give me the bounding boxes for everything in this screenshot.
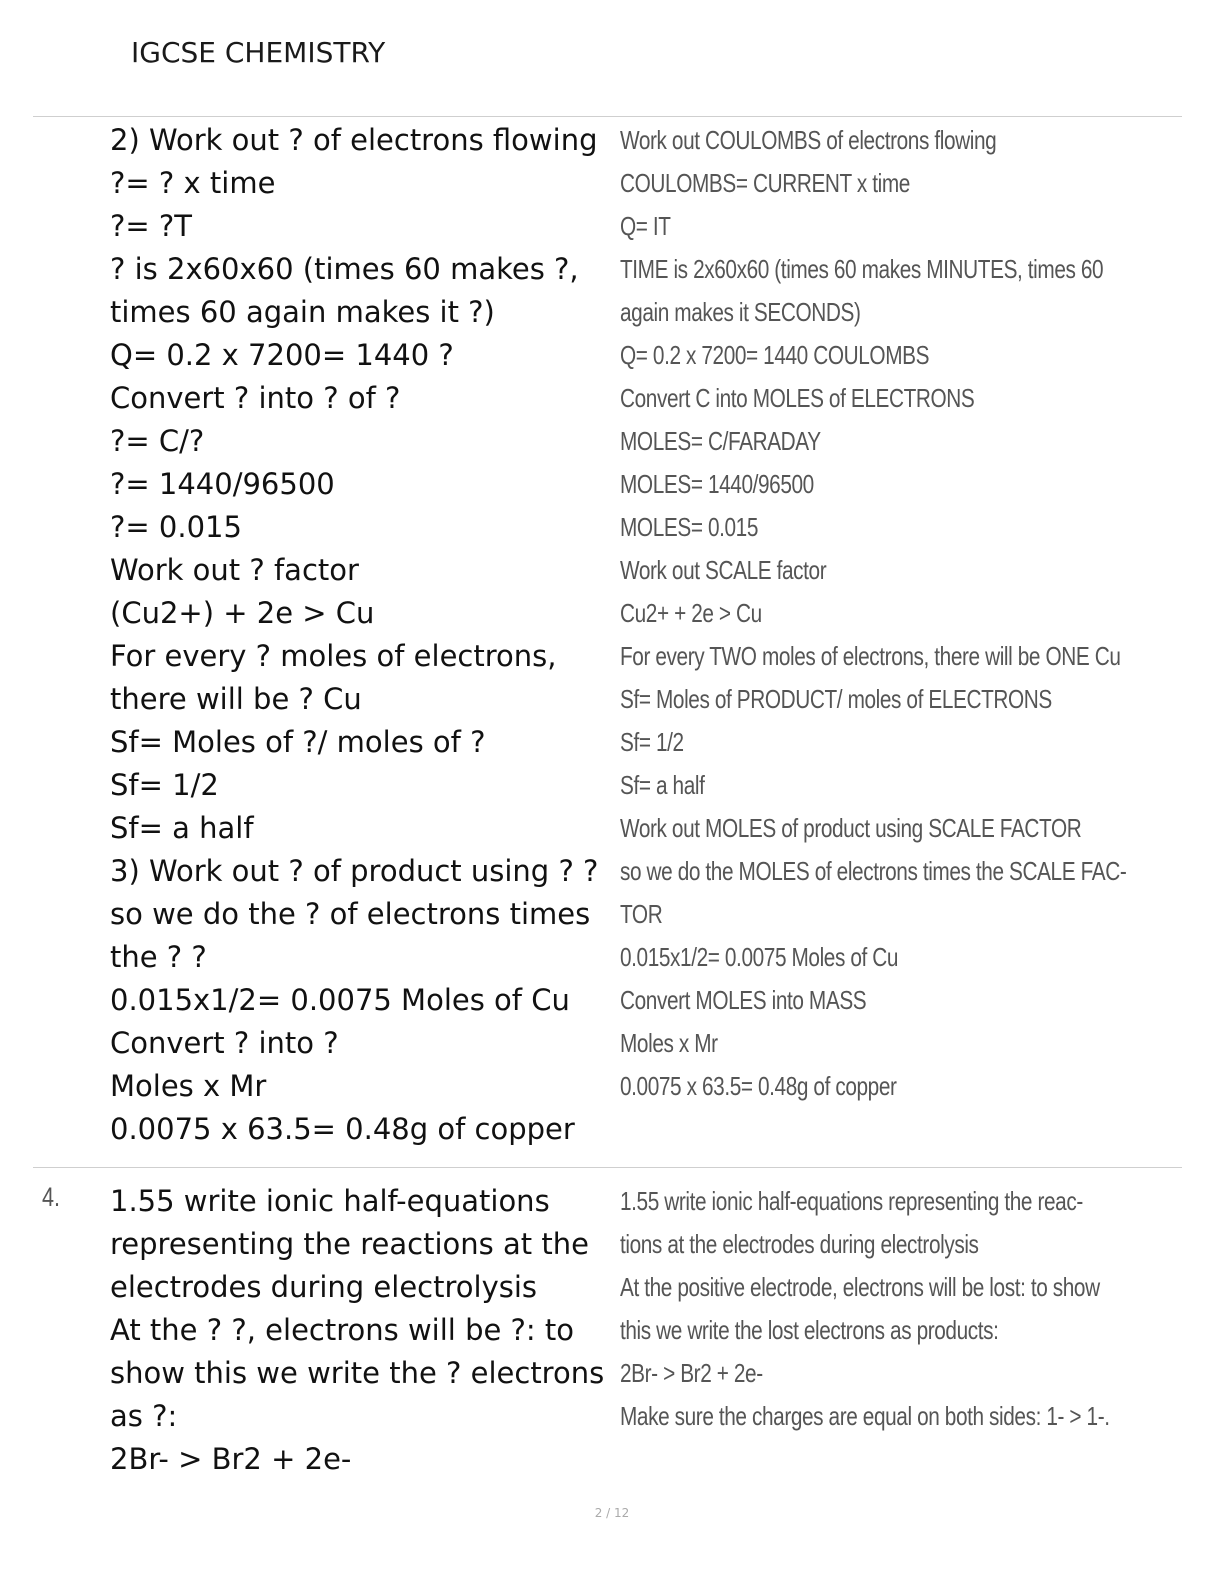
text-line: the ? ?: [110, 940, 207, 974]
text-line: MOLES= 1440/96500: [620, 469, 814, 499]
text-line: Work out COULOMBS of electrons flowing: [620, 125, 997, 155]
text-line: representing the reactions at the: [110, 1227, 589, 1261]
text-line: Work out MOLES of product using SCALE FACTOR: [620, 813, 1082, 843]
text-line: Work out SCALE factor: [620, 555, 827, 585]
text-line: 0.0075 x 63.5= 0.48g of copper: [110, 1112, 575, 1146]
text-line: 2) Work out ? of electrons flowing: [110, 123, 598, 157]
text-line: At the positive electrode, electrons will be lost: to show: [620, 1272, 1100, 1302]
text-line: COULOMBS= CURRENT x time: [620, 168, 910, 198]
section2-answer-column: [620, 1180, 1110, 1438]
text-line: 1.55 write ionic half-equations: [110, 1184, 550, 1218]
text-line: so we do the MOLES of electrons times the SCALE FAC-: [620, 856, 1127, 886]
text-line: 0.015x1/2= 0.0075 Moles of Cu: [620, 942, 899, 972]
divider-top: [33, 116, 1182, 117]
text-line: Sf= a half: [110, 811, 254, 845]
text-line: Sf= 1/2: [620, 727, 684, 757]
text-line: 2Br- > Br2 + 2e-: [620, 1358, 763, 1388]
text-line: Sf= 1/2: [110, 768, 219, 802]
text-line: ? is 2x60x60 (times 60 makes ?,: [110, 252, 579, 286]
section2-question-column: [110, 1180, 615, 1481]
page-header: IGCSE CHEMISTRY: [131, 36, 386, 69]
text-line: MOLES= C/FARADAY: [620, 426, 821, 456]
text-line: Moles x Mr: [620, 1028, 718, 1058]
text-line: Q= IT: [620, 211, 671, 241]
text-line: At the ? ?, electrons will be ?: to: [110, 1313, 575, 1347]
text-line: Q= 0.2 x 7200= 1440 COULOMBS: [620, 340, 930, 370]
section1-question-column: [110, 119, 615, 1151]
text-line: electrodes during electrolysis: [110, 1270, 538, 1304]
text-line: ?= ? x time: [110, 166, 276, 200]
section1-answer-column: [620, 119, 1127, 1108]
page-number: 2 / 12: [594, 1506, 630, 1520]
text-line: Convert MOLES into MASS: [620, 985, 867, 1015]
text-line: so we do the ? of electrons times: [110, 897, 591, 931]
text-line: Sf= Moles of PRODUCT/ moles of ELECTRONS: [620, 684, 1052, 714]
text-line: Sf= a half: [620, 770, 705, 800]
text-line: this we write the lost electrons as products:: [620, 1315, 999, 1345]
text-line: TOR: [620, 899, 663, 929]
text-line: 1.55 write ionic half-equations representing the reac-: [620, 1186, 1083, 1216]
text-line: ?= 1440/96500: [110, 467, 335, 501]
text-line: For every TWO moles of electrons, there will be ONE Cu: [620, 641, 1121, 671]
text-line: 3) Work out ? of product using ? ?: [110, 854, 599, 888]
text-line: Cu2+ + 2e > Cu: [620, 598, 762, 628]
text-line: TIME is 2x60x60 (times 60 makes MINUTES, times 60: [620, 254, 1104, 284]
text-line: Convert ? into ? of ?: [110, 381, 401, 415]
text-line: as ?:: [110, 1399, 178, 1433]
text-line: 0.015x1/2= 0.0075 Moles of Cu: [110, 983, 570, 1017]
text-line: Sf= Moles of ?/ moles of ?: [110, 725, 486, 759]
text-line: tions at the electrodes during electrolysis: [620, 1229, 979, 1259]
text-line: MOLES= 0.015: [620, 512, 758, 542]
text-line: Convert C into MOLES of ELECTRONS: [620, 383, 975, 413]
divider-middle: [33, 1167, 1182, 1168]
text-line: ?= ?T: [110, 209, 193, 243]
text-line: ?= 0.015: [110, 510, 242, 544]
text-line: Work out ? factor: [110, 553, 359, 587]
text-line: Make sure the charges are equal on both sides: 1- > 1-.: [620, 1401, 1110, 1431]
text-line: times 60 again makes it ?): [110, 295, 495, 329]
text-line: there will be ? Cu: [110, 682, 362, 716]
text-line: show this we write the ? electrons: [110, 1356, 605, 1390]
text-line: For every ? moles of electrons,: [110, 639, 557, 673]
text-line: again makes it SECONDS): [620, 297, 861, 327]
section2-number: 4.: [42, 1182, 61, 1212]
text-line: Q= 0.2 x 7200= 1440 ?: [110, 338, 454, 372]
text-line: Moles x Mr: [110, 1069, 267, 1103]
text-line: Convert ? into ?: [110, 1026, 339, 1060]
text-line: (Cu2+) + 2e > Cu: [110, 596, 375, 630]
text-line: ?= C/?: [110, 424, 205, 458]
text-line: 2Br- > Br2 + 2e-: [110, 1442, 352, 1476]
text-line: 0.0075 x 63.5= 0.48g of copper: [620, 1071, 897, 1101]
